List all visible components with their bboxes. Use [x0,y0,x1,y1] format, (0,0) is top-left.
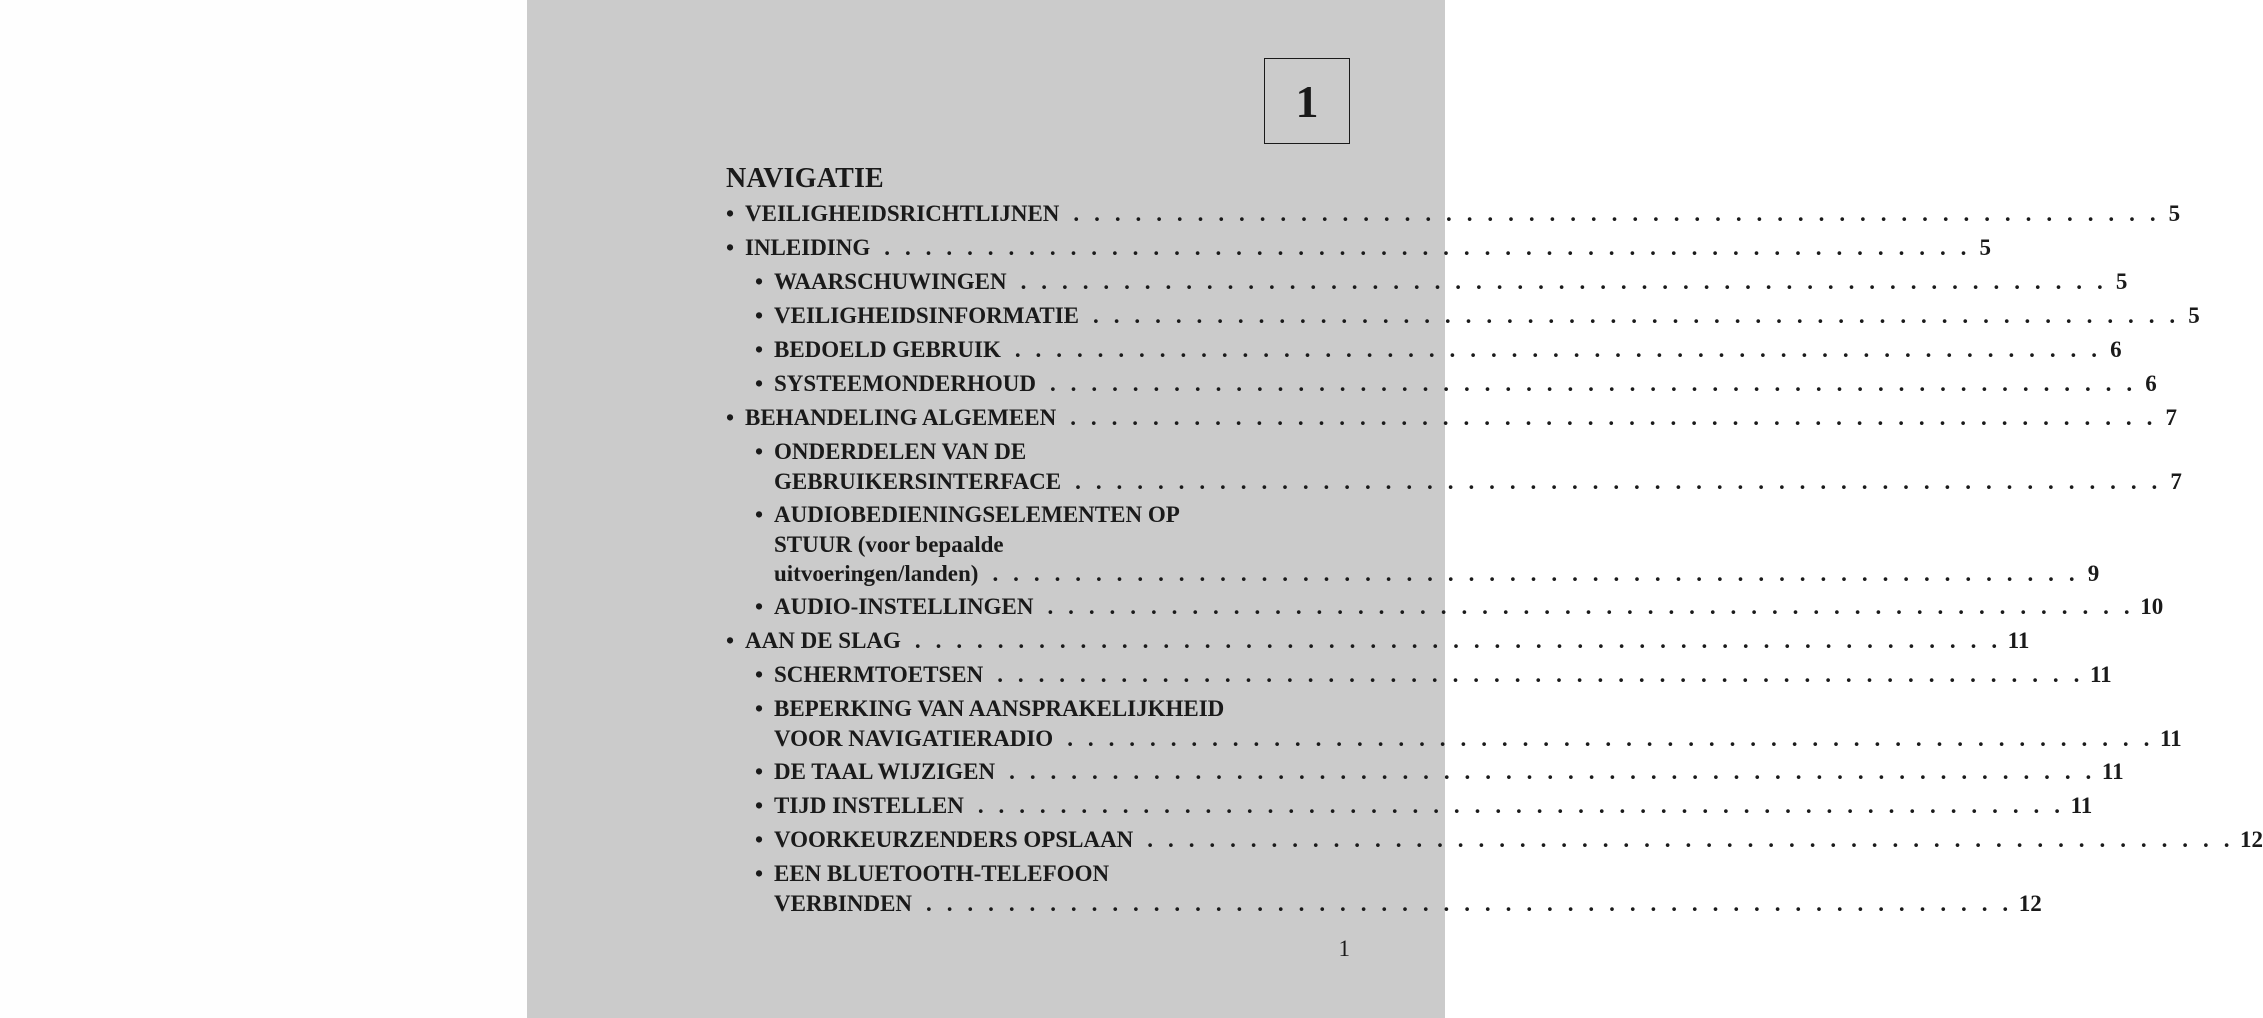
dot-leader: . . . . . . . . . . . . . . . . . . . . . . . . . . . . . . . . . . . . . . . . . . . . . . . . . . . . . [1009,759,2096,784]
section-title: NAVIGATIE [726,163,884,194]
toc-page-number: 9 [2087,561,2100,586]
toc-entry-label: SYSTEEMONDERHOUD [774,371,1036,396]
dot-leader: . . . . . . . . . . . . . . . . . . . . . . . . . . . . . . . . . . . . . . . . . . . . . . . . . . . . . [1049,371,2137,396]
toc-page-number: 11 [2070,793,2093,818]
bullet-icon: • [726,628,735,653]
toc-entry-label: WAARSCHUWINGEN [774,269,1007,294]
dot-leader: . . . . . . . . . . . . . . . . . . . . . . . . . . . . . . . . . . . . . . . . . . . . . . . . . . . . . [992,561,2080,586]
table-of-contents [527,0,2263,1018]
dot-leader: . . . . . . . . . . . . . . . . . . . . . . . . . . . . . . . . . . . . . . . . . . . . . . . . . . . . . [1020,269,2108,294]
bullet-icon: • [726,235,735,260]
dot-leader: . . . . . . . . . . . . . . . . . . . . . . . . . . . . . . . . . . . . . . . . . . . . . . . . . . . . . [977,793,2065,818]
toc-entry-label: BEHANDELING ALGEMEEN [745,405,1057,430]
toc-entry [755,301,2200,331]
dot-leader: . . . . . . . . . . . . . . . . . . . . . . . . . . . . . . . . . . . . . . . . . . . . . . . . . . . . . [1147,827,2235,852]
bullet-icon: • [755,594,764,619]
toc-entry-label: VOOR NAVIGATIERADIO [774,725,1054,751]
toc-entry [755,267,2128,297]
bullet-icon: • [755,371,764,396]
toc-entry-label: GEBRUIKERSINTERFACE [774,468,1062,494]
toc-entry [755,335,2122,365]
toc-entry-label: VEILIGHEIDSRICHTLIJNEN [745,201,1060,226]
dot-leader: . . . . . . . . . . . . . . . . . . . . . . . . . . . . . . . . . . . . . . . . . . . . . . . . . . . . . [997,662,2084,687]
dot-leader: . . . . . . . . . . . . . . . . . . . . . . . . . . . . . . . . . . . . . . . . . . . . . . . . . . . . . [926,890,2013,916]
toc-page-number: 6 [2145,371,2157,396]
toc-entry [726,626,2030,656]
toc-entry-label: VERBINDEN [774,890,913,916]
bullet-icon: • [755,827,764,852]
dot-leader: . . . . . . . . . . . . . . . . . . . . . . . . . . . . . . . . . . . . . . . . . . . . . . . . . . . . . [1047,594,2135,619]
toc-page-number: 7 [2165,405,2177,430]
toc-entry-label: DE TAAL WIJZIGEN [774,759,996,784]
dot-leader: . . . . . . . . . . . . . . . . . . . . . . . . . . . . . . . . . . . . . . . . . . . . . . . . . . . . . [1093,303,2180,328]
toc-entry [755,437,2182,496]
toc-page-number: 12 [2240,827,2263,852]
toc-page-number: 5 [2115,269,2128,294]
toc-page-number: 12 [2018,890,2042,916]
toc-entry [755,660,2112,690]
toc-entry [755,859,2042,918]
toc-entry-label: VEILIGHEIDSINFORMATIE [774,303,1080,328]
toc-page-number: 11 [2101,759,2124,784]
chapter-number: 1 [1295,75,1319,127]
toc-entry [755,694,2182,753]
toc-entry [755,369,2157,399]
toc-page-number: 10 [2140,594,2164,619]
bullet-icon: • [755,337,764,362]
bullet-icon: • [755,662,764,687]
toc-entry-label: STUUR (voor bepaalde [774,531,1004,557]
toc-page [527,0,2263,1018]
bullet-icon: • [755,759,764,784]
dot-leader: . . . . . . . . . . . . . . . . . . . . . . . . . . . . . . . . . . . . . . . . . . . . . . . . . . . . . [1075,468,2162,494]
page-number: 1 [1338,936,1350,961]
dot-leader: . . . . . . . . . . . . . . . . . . . . . . . . . . . . . . . . . . . . . . . . . . . . . . . . . . . . . [884,235,1972,260]
bullet-icon: • [755,269,764,294]
toc-entry [755,825,2263,855]
bullet-icon: • [755,793,764,818]
toc-entry-label: EEN BLUETOOTH-TELEFOON [774,861,1110,886]
toc-entry [755,791,2093,821]
toc-entry-label: BEPERKING VAN AANSPRAKELIJKHEID [774,696,1225,721]
toc-page-number: 5 [2168,201,2181,226]
toc-entry [726,403,2177,433]
toc-entry [726,199,2181,229]
dot-leader: . . . . . . . . . . . . . . . . . . . . . . . . . . . . . . . . . . . . . . . . . . . . . . . . . . . . . [1070,405,2157,430]
bullet-icon: • [755,861,764,886]
bullet-icon: • [726,405,735,430]
toc-entry-label: ONDERDELEN VAN DE [774,439,1027,464]
toc-entry-label: uitvoeringen/landen) [774,561,979,586]
toc-page-number: 11 [2089,662,2112,687]
dot-leader: . . . . . . . . . . . . . . . . . . . . . . . . . . . . . . . . . . . . . . . . . . . . . . . . . . . . . [1067,725,2154,751]
dot-leader: . . . . . . . . . . . . . . . . . . . . . . . . . . . . . . . . . . . . . . . . . . . . . . . . . . . . . [1073,201,2161,226]
dot-leader: . . . . . . . . . . . . . . . . . . . . . . . . . . . . . . . . . . . . . . . . . . . . . . . . . . . . . [1014,337,2102,362]
toc-page-number: 5 [2188,303,2200,328]
toc-page-number: 11 [2007,628,2030,653]
toc-entry [726,233,1992,263]
blank-left-page [0,0,527,1018]
toc-entry-label: AUDIO-INSTELLINGEN [774,594,1034,619]
toc-entry-label: SCHERMTOETSEN [774,662,984,687]
toc-entry-label: VOORKEURZENDERS OPSLAAN [774,827,1134,852]
toc-entry [755,592,2164,622]
bullet-icon: • [755,439,764,464]
toc-page-number: 11 [2159,725,2182,751]
toc-entry-label: BEDOELD GEBRUIK [774,337,1001,362]
toc-entry [755,500,2100,589]
dot-leader: . . . . . . . . . . . . . . . . . . . . . . . . . . . . . . . . . . . . . . . . . . . . . . . . . . . . . [914,628,2002,653]
bullet-icon: • [726,201,735,226]
toc-entry-label: TIJD INSTELLEN [774,793,964,818]
toc-page-number: 7 [2170,468,2182,494]
toc-entry-label: INLEIDING [745,235,871,260]
bullet-icon: • [755,303,764,328]
toc-entry [755,757,2124,787]
toc-entry-label: AUDIOBEDIENINGSELEMENTEN OP [774,502,1180,527]
bullet-icon: • [755,502,764,527]
toc-page-number: 5 [1979,235,1992,260]
toc-page-number: 6 [2110,337,2122,362]
toc-entry-label: AAN DE SLAG [745,628,901,653]
bullet-icon: • [755,696,764,721]
